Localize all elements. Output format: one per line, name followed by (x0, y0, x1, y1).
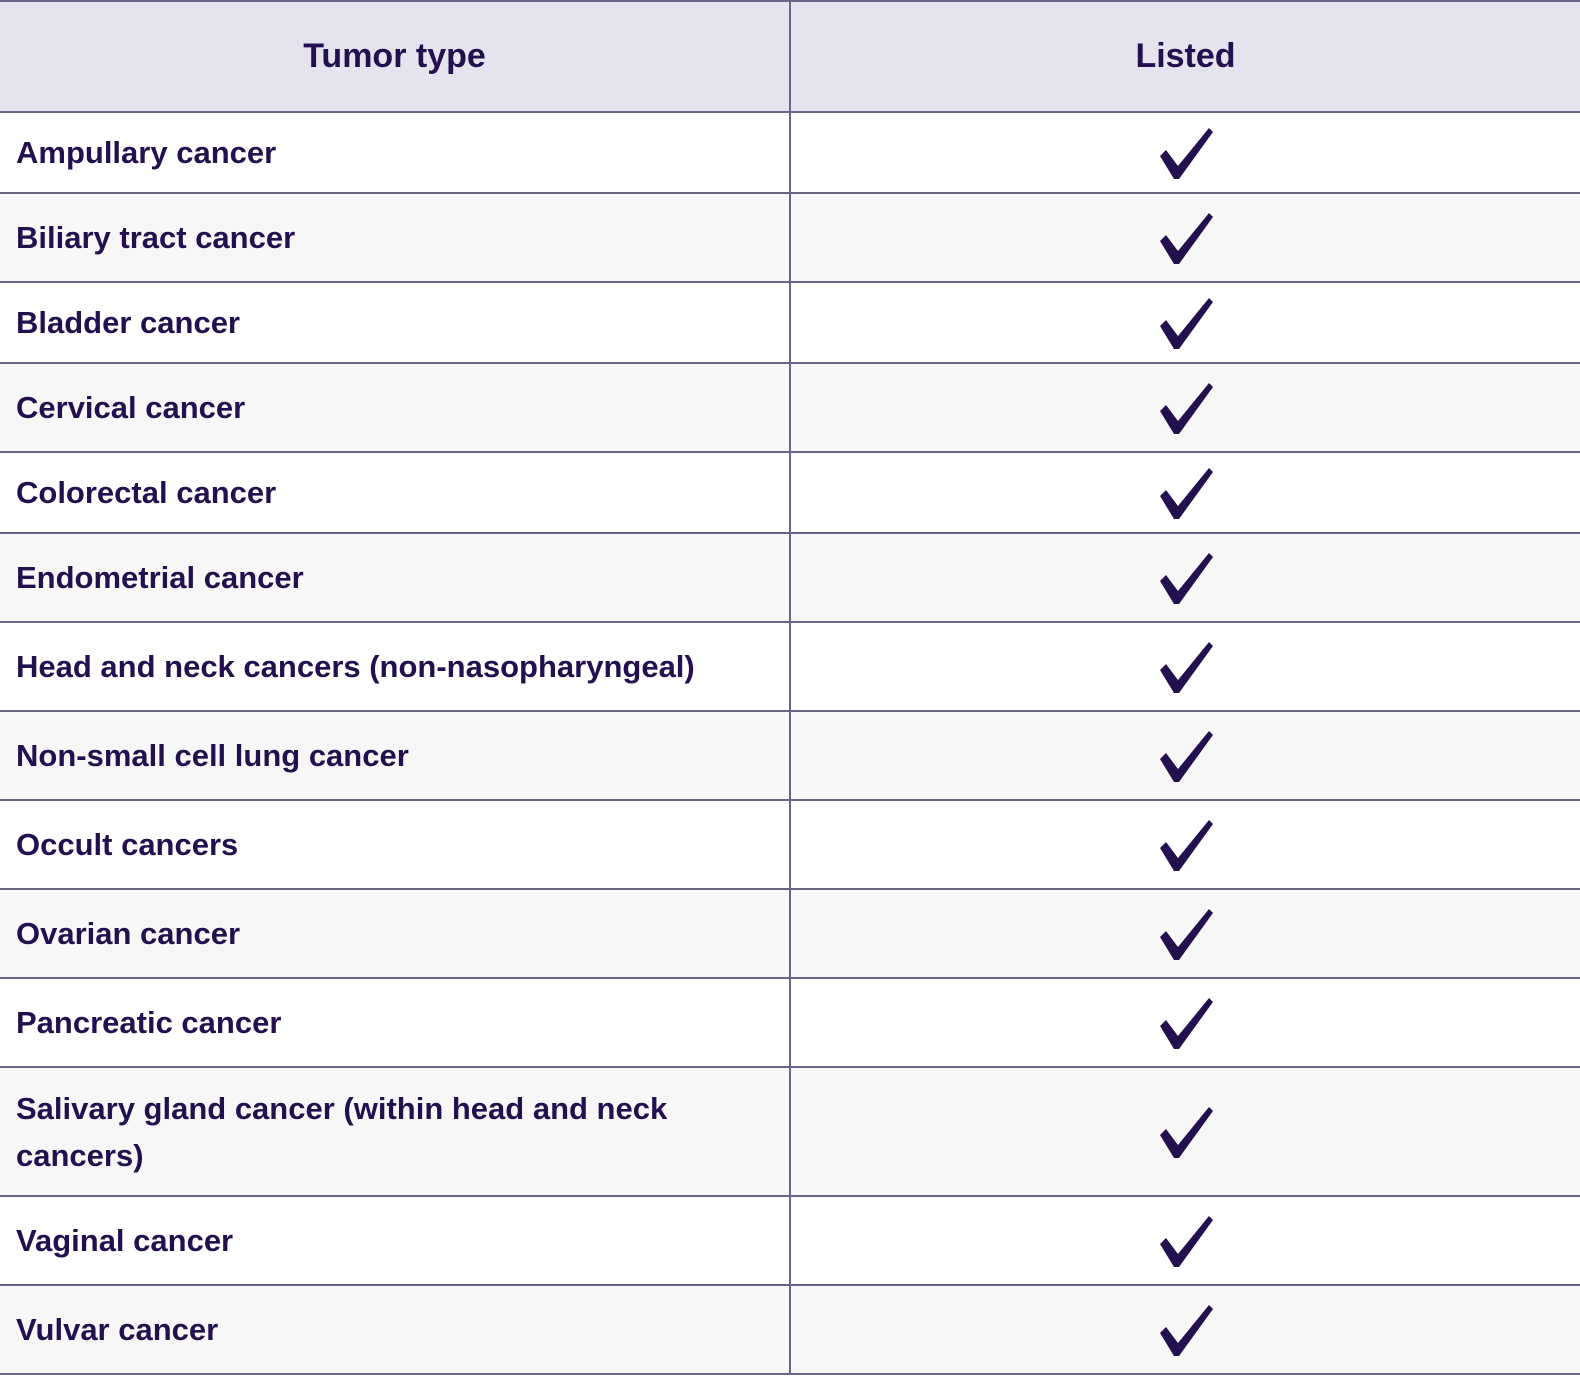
listed-cell (790, 112, 1580, 193)
checkmark-icon (1157, 466, 1215, 520)
checkmark-icon (1157, 381, 1215, 435)
table-row (0, 711, 1580, 800)
listed-cell (790, 889, 1580, 978)
table-row (0, 622, 1580, 711)
tumor-type-cell: Ampullary cancer (0, 112, 790, 193)
listed-cell (790, 711, 1580, 800)
tumor-type-cell: Vulvar cancer (0, 1285, 790, 1374)
checkmark-icon (1157, 729, 1215, 783)
table-row (0, 1196, 1580, 1285)
listed-cell (790, 1285, 1580, 1374)
table-row (0, 978, 1580, 1067)
table-row (0, 363, 1580, 452)
checkmark-icon (1157, 818, 1215, 872)
tumor-type-cell: Biliary tract cancer (0, 193, 790, 282)
tumor-type-cell: Colorectal cancer (0, 452, 790, 533)
tumor-type-cell: Vaginal cancer (0, 1196, 790, 1285)
checkmark-icon (1157, 907, 1215, 961)
checkmark-icon (1157, 296, 1215, 350)
listed-cell (790, 622, 1580, 711)
listed-cell (790, 978, 1580, 1067)
table-row (0, 1067, 1580, 1196)
tumor-type-cell: Cervical cancer (0, 363, 790, 452)
checkmark-icon (1157, 126, 1215, 180)
tumor-type-cell: Occult cancers (0, 800, 790, 889)
tumor-type-cell: Salivary gland cancer (within head and neck cancers) (0, 1067, 790, 1196)
checkmark-icon (1157, 1105, 1215, 1159)
table-row (0, 1285, 1580, 1374)
tumor-type-cell: Pancreatic cancer (0, 978, 790, 1067)
checkmark-icon (1157, 551, 1215, 605)
checkmark-icon (1157, 1303, 1215, 1357)
table-row (0, 800, 1580, 889)
tumor-type-cell: Endometrial cancer (0, 533, 790, 622)
tumor-type-cell: Ovarian cancer (0, 889, 790, 978)
listed-cell (790, 193, 1580, 282)
table-row (0, 193, 1580, 282)
tumor-type-cell: Bladder cancer (0, 282, 790, 363)
checkmark-icon (1157, 996, 1215, 1050)
table-row (0, 533, 1580, 622)
listed-cell (790, 452, 1580, 533)
tumor-type-cell: Non-small cell lung cancer (0, 711, 790, 800)
listed-cell (790, 800, 1580, 889)
checkmark-icon (1157, 211, 1215, 265)
header-listed: Listed (790, 1, 1580, 112)
table-row (0, 452, 1580, 533)
table-row (0, 112, 1580, 193)
header-tumor-type: Tumor type (0, 1, 790, 112)
listed-cell (790, 1067, 1580, 1196)
table-row (0, 889, 1580, 978)
checkmark-icon (1157, 1214, 1215, 1268)
listed-cell (790, 363, 1580, 452)
checkmark-icon (1157, 640, 1215, 694)
table-row (0, 282, 1580, 363)
listed-cell (790, 533, 1580, 622)
listed-cell (790, 1196, 1580, 1285)
listed-cell (790, 282, 1580, 363)
table-header-row (0, 1, 1580, 112)
tumor-type-cell: Head and neck cancers (non-nasopharyngeal) (0, 622, 790, 711)
